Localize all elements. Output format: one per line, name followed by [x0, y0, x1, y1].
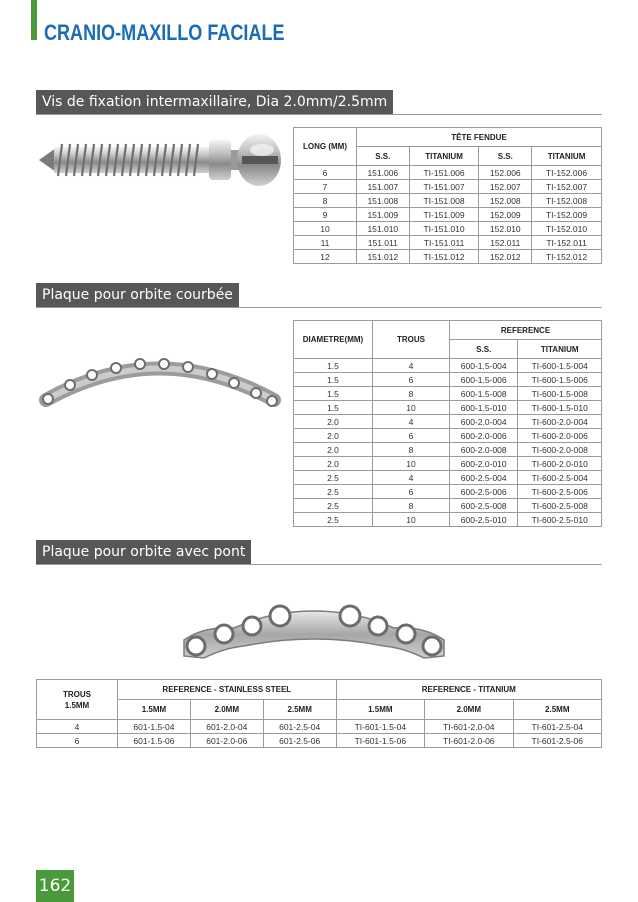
table-cell: 601-1.5-06 — [118, 734, 191, 748]
table-cell: 151.009 — [357, 208, 410, 222]
col-group-tete-fendue: TÊTE FENDUE — [357, 128, 602, 147]
curved-plate-table — [293, 320, 602, 527]
table-cell: TI-152.008 — [532, 194, 602, 208]
table-cell: 600-2.5-008 — [450, 499, 518, 513]
table-cell: TI-600-1.5-006 — [518, 373, 602, 387]
sub-header: 2.0MM — [190, 700, 263, 720]
page-title: CRANIO-MAXILLO FACIALE — [44, 20, 285, 45]
table-cell: TI-600-2.5-004 — [518, 471, 602, 485]
table-cell: 2.5 — [294, 513, 373, 527]
table-cell: 8 — [294, 194, 357, 208]
sub-header: 1.5MM — [336, 700, 424, 720]
table-cell: 9 — [294, 208, 357, 222]
table-cell: TI-600-2.5-010 — [518, 513, 602, 527]
table-cell: 600-2.0-006 — [450, 429, 518, 443]
table-cell: TI-152.012 — [532, 250, 602, 264]
sub-header: S.S. — [357, 147, 410, 166]
table-cell: TI-151.012 — [409, 250, 479, 264]
table-cell: 8 — [373, 387, 450, 401]
table-row — [294, 222, 602, 236]
table-cell: 10 — [373, 457, 450, 471]
table-cell: 601-2.0-06 — [190, 734, 263, 748]
table-cell: 6 — [294, 166, 357, 180]
sub-header: TITANIUM — [409, 147, 479, 166]
table-row — [294, 166, 602, 180]
table-cell: 600-2.5-010 — [450, 513, 518, 527]
table-row — [294, 250, 602, 264]
table-cell: 6 — [373, 429, 450, 443]
table-cell: 11 — [294, 236, 357, 250]
table-cell: TI-601-2.0-04 — [425, 720, 513, 734]
table-cell: 152.010 — [479, 222, 532, 236]
table-row — [294, 208, 602, 222]
section-divider — [36, 114, 602, 115]
table-cell: TI-600-2.0-010 — [518, 457, 602, 471]
table-cell: 152.007 — [479, 180, 532, 194]
table-row — [294, 387, 602, 401]
table-cell: 8 — [373, 499, 450, 513]
curved-plate-image — [34, 345, 284, 420]
sub-header: S.S. — [450, 340, 518, 359]
section-divider — [36, 564, 602, 565]
table-cell: 601-1.5-04 — [118, 720, 191, 734]
table-cell: 601-2.0-04 — [190, 720, 263, 734]
table-cell: TI-600-2.0-006 — [518, 429, 602, 443]
table-cell: 7 — [294, 180, 357, 194]
table-cell: TI-601-2.5-04 — [513, 720, 601, 734]
screw-image — [34, 120, 284, 200]
table-row — [294, 373, 602, 387]
table-cell: 601-2.5-04 — [263, 720, 336, 734]
table-cell: 2.0 — [294, 457, 373, 471]
table-row — [294, 415, 602, 429]
col-group-titanium: REFERENCE - TITANIUM — [336, 680, 601, 700]
table-cell: 2.5 — [294, 471, 373, 485]
col-header-trous: TROUS — [373, 321, 450, 359]
sub-header: 2.0MM — [425, 700, 513, 720]
table-row — [294, 359, 602, 373]
table-cell: TI-600-2.5-008 — [518, 499, 602, 513]
table-cell: TI-600-2.0-004 — [518, 415, 602, 429]
table-cell: 2.5 — [294, 499, 373, 513]
table-cell: 600-2.0-010 — [450, 457, 518, 471]
table-cell: 151.011 — [357, 236, 410, 250]
table-cell: 8 — [373, 443, 450, 457]
table-cell: 1.5 — [294, 387, 373, 401]
table-cell: 6 — [373, 485, 450, 499]
table-cell: 152.009 — [479, 208, 532, 222]
table-cell: 600-2.0-004 — [450, 415, 518, 429]
table-cell: TI-151.009 — [409, 208, 479, 222]
col-header-trous-line1: TROUS — [63, 689, 91, 699]
table-cell: 1.5 — [294, 401, 373, 415]
table-cell: 600-2.5-006 — [450, 485, 518, 499]
table-cell: 600-1.5-008 — [450, 387, 518, 401]
table-row — [294, 513, 602, 527]
col-header-long: LONG (MM) — [294, 128, 357, 166]
table-cell: TI-600-2.5-006 — [518, 485, 602, 499]
table-cell: TI-151.006 — [409, 166, 479, 180]
bridge-plate-image — [174, 592, 454, 666]
table-cell: TI-600-1.5-004 — [518, 359, 602, 373]
section-divider — [36, 307, 602, 308]
table-row — [294, 194, 602, 208]
table-cell: TI-600-2.0-008 — [518, 443, 602, 457]
table-cell: 600-1.5-010 — [450, 401, 518, 415]
table-cell: 4 — [373, 359, 450, 373]
table-cell: 151.008 — [357, 194, 410, 208]
table-cell: 10 — [294, 222, 357, 236]
table-cell: TI-152.009 — [532, 208, 602, 222]
table-cell: 151.010 — [357, 222, 410, 236]
table-cell: 6 — [373, 373, 450, 387]
table-cell: 152.006 — [479, 166, 532, 180]
table-cell: TI-152.006 — [532, 166, 602, 180]
col-header-trous — [37, 680, 118, 720]
table-cell: 1.5 — [294, 359, 373, 373]
table-cell: TI-600-1.5-010 — [518, 401, 602, 415]
sub-header: 2.5MM — [263, 700, 336, 720]
bridge-plate-table — [36, 679, 602, 748]
section-heading-curved-plate: Plaque pour orbite courbée — [36, 283, 239, 307]
section-heading-screw: Vis de fixation intermaxillaire, Dia 2.0mm/2.5mm — [36, 90, 393, 114]
table-cell: 152.008 — [479, 194, 532, 208]
table-cell: 4 — [37, 720, 118, 734]
table-cell: TI-151.008 — [409, 194, 479, 208]
table-cell: 4 — [373, 415, 450, 429]
col-group-reference: REFERENCE — [450, 321, 602, 340]
sub-header: S.S. — [479, 147, 532, 166]
table-cell: TI-152.011 — [532, 236, 602, 250]
sub-header: TITANIUM — [518, 340, 602, 359]
sub-header: 2.5MM — [513, 700, 601, 720]
table-row — [294, 180, 602, 194]
table-cell: 600-2.5-004 — [450, 471, 518, 485]
table-row — [37, 720, 602, 734]
table-cell: 600-2.0-008 — [450, 443, 518, 457]
table-cell: TI-601-1.5-04 — [336, 720, 424, 734]
table-cell: 1.5 — [294, 373, 373, 387]
col-group-stainless-steel: REFERENCE - STAINLESS STEEL — [118, 680, 337, 700]
table-cell: 4 — [373, 471, 450, 485]
section-heading-bridge-plate: Plaque pour orbite avec pont — [36, 540, 251, 564]
table-cell: TI-151.011 — [409, 236, 479, 250]
table-cell: TI-601-2.0-06 — [425, 734, 513, 748]
table-cell: 151.012 — [357, 250, 410, 264]
page-number: 162 — [36, 870, 74, 902]
table-row — [294, 499, 602, 513]
col-header-trous-line2: 1.5MM — [64, 700, 90, 710]
table-row — [37, 734, 602, 748]
table-cell: TI-151.010 — [409, 222, 479, 236]
table-cell: 2.5 — [294, 485, 373, 499]
table-cell: 12 — [294, 250, 357, 264]
col-header-diametre: DIAMETRE(MM) — [294, 321, 373, 359]
table-row — [294, 471, 602, 485]
table-row — [294, 457, 602, 471]
header-accent-bar — [31, 0, 37, 40]
table-cell: 2.0 — [294, 429, 373, 443]
screw-table — [293, 127, 602, 264]
table-cell: 151.007 — [357, 180, 410, 194]
table-cell: 600-1.5-006 — [450, 373, 518, 387]
table-cell: 2.0 — [294, 443, 373, 457]
table-cell: 6 — [37, 734, 118, 748]
table-row — [294, 401, 602, 415]
table-cell: TI-600-1.5-008 — [518, 387, 602, 401]
table-cell: 152.011 — [479, 236, 532, 250]
table-cell: 10 — [373, 513, 450, 527]
table-row — [294, 443, 602, 457]
table-cell: TI-152.010 — [532, 222, 602, 236]
sub-header: 1.5MM — [118, 700, 191, 720]
table-row — [294, 485, 602, 499]
table-cell: 2.0 — [294, 415, 373, 429]
table-cell: 10 — [373, 401, 450, 415]
table-cell: 600-1.5-004 — [450, 359, 518, 373]
table-row — [294, 236, 602, 250]
table-cell: TI-151.007 — [409, 180, 479, 194]
table-row — [294, 429, 602, 443]
table-cell: 601-2.5-06 — [263, 734, 336, 748]
table-cell: 151.006 — [357, 166, 410, 180]
table-cell: TI-601-1.5-06 — [336, 734, 424, 748]
table-cell: TI-601-2.5-06 — [513, 734, 601, 748]
sub-header: TITANIUM — [532, 147, 602, 166]
table-cell: TI-152.007 — [532, 180, 602, 194]
table-cell: 152.012 — [479, 250, 532, 264]
